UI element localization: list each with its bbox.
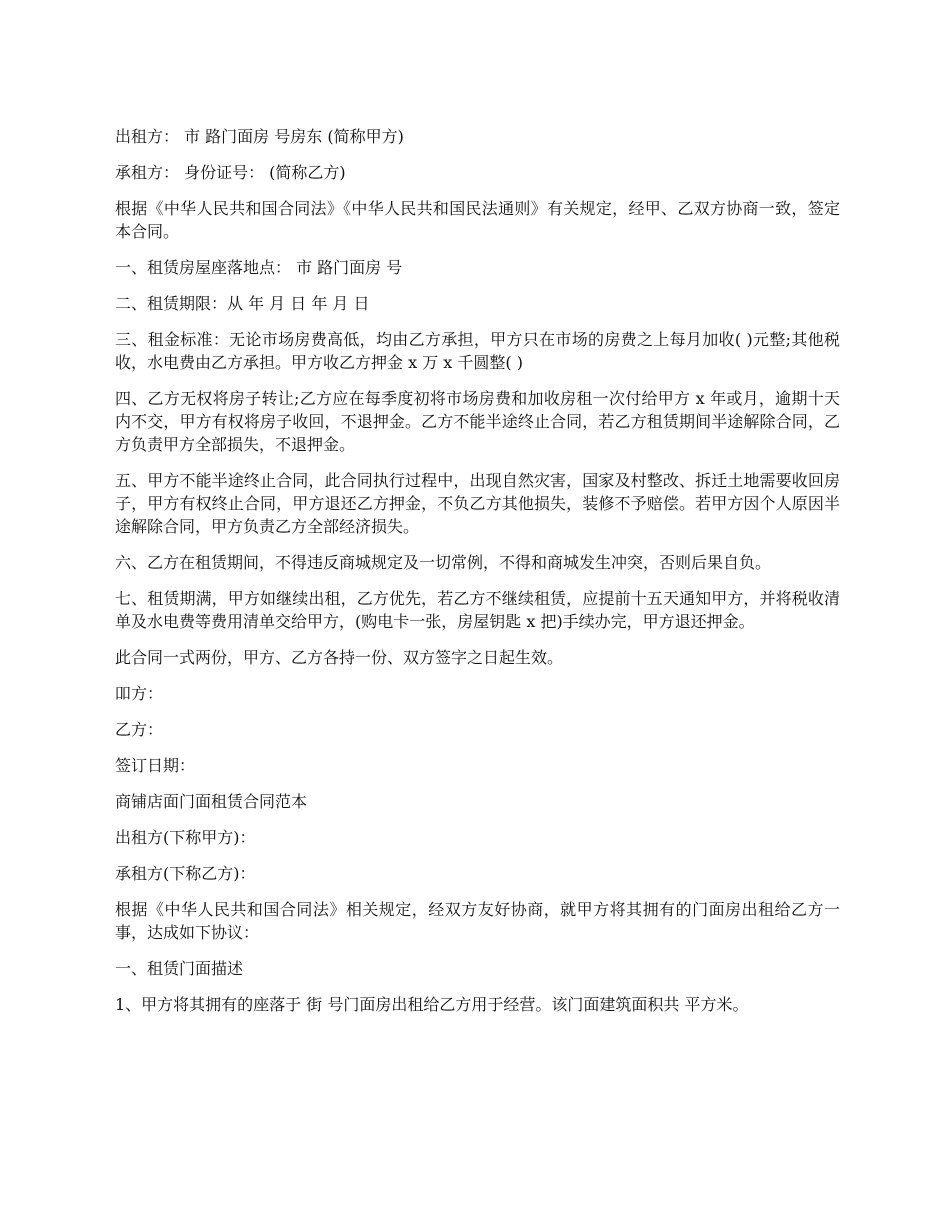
section-title-template: 商铺店面门面租赁合同范本 <box>115 792 308 811</box>
paragraph-legal-basis: 根据《中华人民共和国合同法》《中华人民共和国民法通则》有关规定，经甲、乙双方协商一致，签定本合同。 <box>115 199 840 241</box>
paragraph-clause-3: 三、租金标准：无论市场房费高低，均由乙方承担，甲方只在市场的房费之上每月加收( )元整;其他税收，水电费由乙方承担。甲方收乙方押金 x 万 x 千圆整( ) <box>115 330 840 372</box>
paragraph-clause-7: 七、租赁期满，甲方如继续出租，乙方优先，若乙方不继续租赁，应提前十五天通知甲方，并将税收清单及水电费等费用清单交给甲方，(购电卡一张，房屋钥匙 x 把)手续办完，甲方退还押金。 <box>115 589 840 631</box>
paragraph-lessee: 承租方： 身份证号： (简称乙方) <box>115 163 346 182</box>
paragraph-clause-5: 五、甲方不能半途终止合同，此合同执行过程中，出现自然灾害，国家及村整改、拆迁土地需要收回房子，甲方有权终止合同，甲方退还乙方押金，不负乙方其他损失，装修不予赔偿。若甲方因个人原因半途解除合同，甲方负责乙方全部经济损失。 <box>115 471 840 536</box>
section-heading-description: 一、租赁门面描述 <box>115 959 244 978</box>
paragraph-lessor-2: 出租方(下称甲方)： <box>115 828 256 847</box>
paragraph-lessee-2: 承租方(下称乙方)： <box>115 864 256 883</box>
paragraph-clause-4: 四、乙方无权将房子转让;乙方应在每季度初将市场房费和加收房租一次付给甲方 x 年或月，逾期十天内不交，甲方有权将房子收回，不退押金。乙方不能半途终止合同，若乙方租赁期间半途解除合同，乙方负责甲方全部损失，不退押金。 <box>115 389 840 454</box>
document-page <box>115 125 840 1029</box>
paragraph-copies: 此合同一式两份，甲方、乙方各持一份、双方签字之日起生效。 <box>115 648 564 667</box>
paragraph-item-1: 1、甲方将其拥有的座落于 街 号门面房出租给乙方用于经营。该门面建筑面积共 平方米。 <box>115 995 749 1014</box>
signature-date: 签订日期： <box>115 756 196 775</box>
paragraph-lessor: 出租方： 市 路门面房 号房东 (简称甲方) <box>115 127 404 146</box>
signature-party-b: 乙方： <box>115 720 164 739</box>
paragraph-clause-6: 六、乙方在租赁期间，不得违反商城规定及一切常例，不得和商城发生冲突，否则后果自负。 <box>115 553 772 572</box>
signature-party-a: 吅方： <box>115 684 164 703</box>
paragraph-legal-basis-2: 根据《中华人民共和国合同法》相关规定，经双方友好协商，就甲方将其拥有的门面房出租给乙方一事，达成如下协议： <box>115 900 840 942</box>
paragraph-clause-1: 一、租赁房屋座落地点： 市 路门面房 号 <box>115 258 403 277</box>
paragraph-clause-2: 二、租赁期限：从 年 月 日 年 月 日 <box>115 294 370 313</box>
